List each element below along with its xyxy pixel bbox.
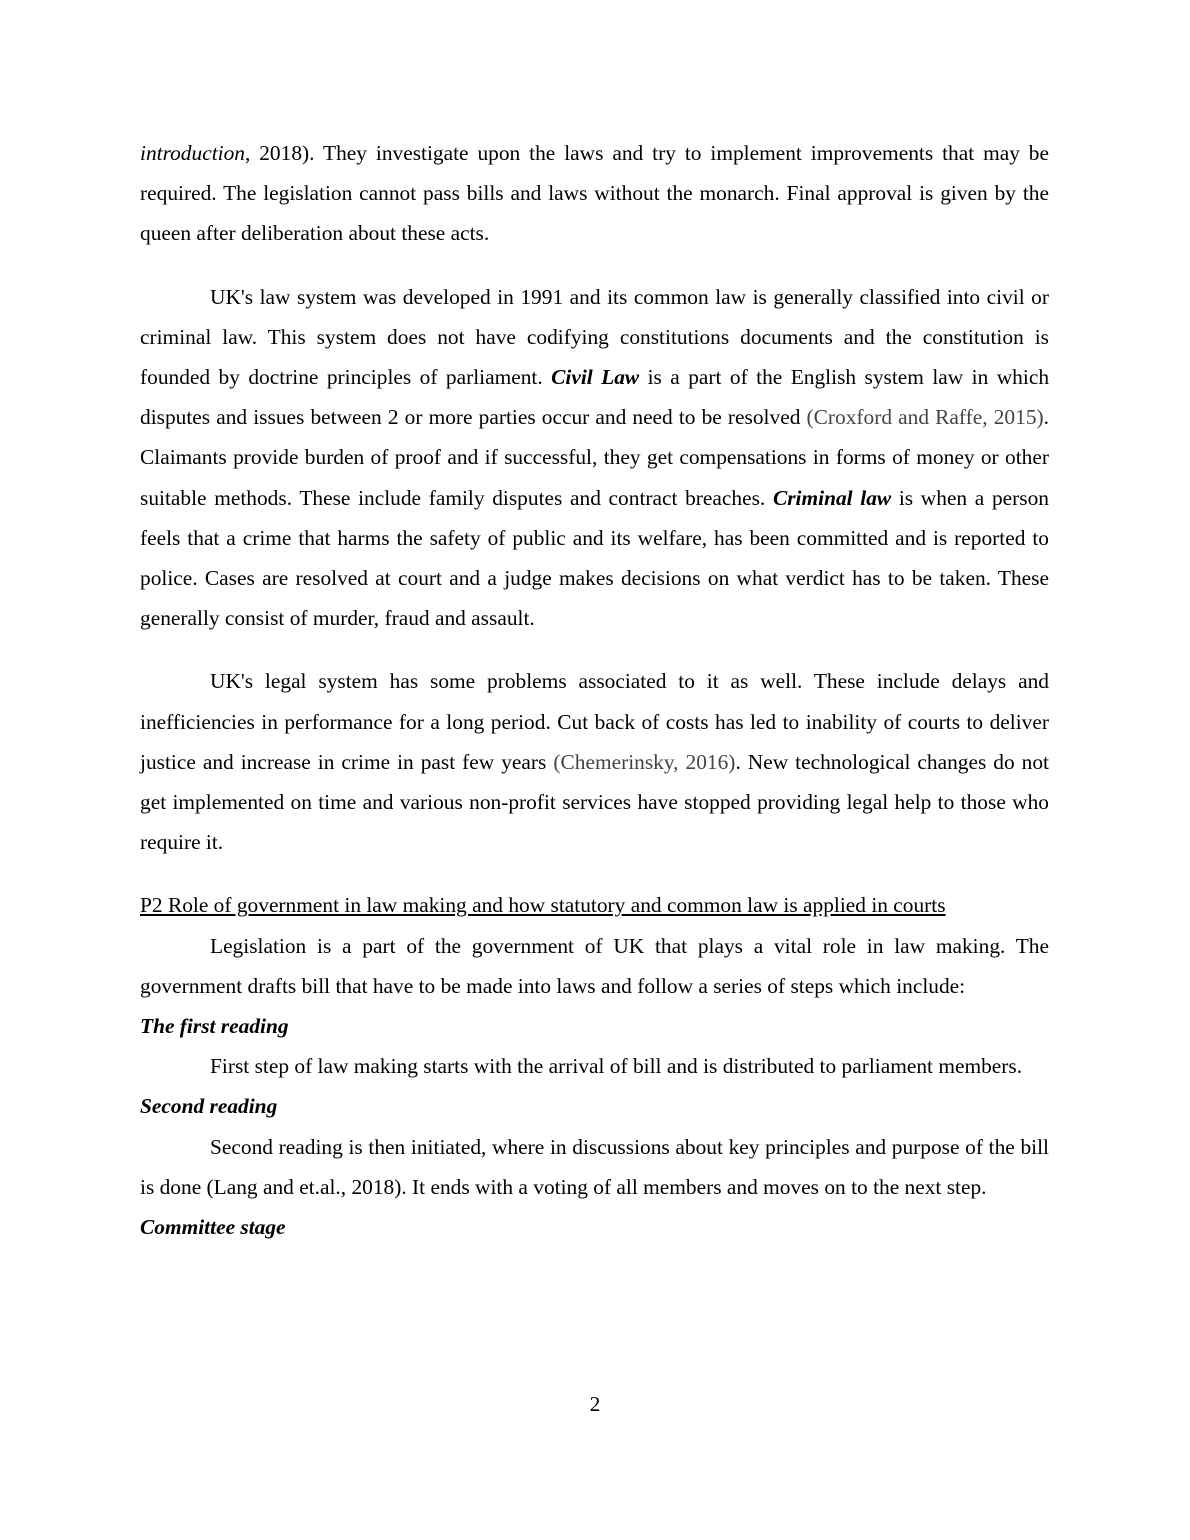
paragraph-first-reading: First step of law making starts with the arrival of bill and is distributed to parliament members. <box>210 1054 1023 1079</box>
paragraph-legislation: Legislation is a part of the government of UK that plays a vital role in law making. The government drafts bill that have to be made into laws and follow a series of steps which include: <box>140 933 1049 998</box>
paragraph-legal-problems <box>140 661 1049 862</box>
paragraph-text: . Claimants provide burden of proof and if successful, they get compensations in forms of money or other suitable methods. These include family disputes and contract breaches. <box>140 405 1049 510</box>
paragraph-law-system <box>140 277 1049 639</box>
subheading-first-reading: The first reading <box>140 1014 289 1039</box>
subheading-second-reading: Second reading <box>140 1094 278 1119</box>
paragraph-introduction-end <box>140 133 1049 254</box>
section-heading-p2: P2 Role of government in law making and how statutory and common law is applied in courts <box>140 893 946 918</box>
subheading-committee-stage: Committee stage <box>140 1215 286 1240</box>
paragraph-text: UK's law system was developed in 1991 and its common law is generally classified into civil or criminal law. This system does not have codifying constitutions documents and the constitution is founded by doctrine principles of parliament. <box>140 284 1049 390</box>
term-civil-law: Civil Law <box>551 365 640 390</box>
paragraph-text: . New technological changes do not get implemented on time and various non-profit services have stopped providing legal help to those who require it. <box>140 749 1049 855</box>
paragraph-text: is when a person feels that a crime that harms the safety of public and its welfare, has been committed and is reported to police. Cases are resolved at court and a judge makes decisions on what verdict has to be taken. These generally consist of murder, fraud and assault. <box>140 485 1049 631</box>
term-criminal-law: Criminal law <box>772 485 892 510</box>
italic-lead: introduction <box>140 141 245 165</box>
paragraph-text: UK's legal system has some problems associated to it as well. These include delays and inefficiencies in performance for a long period. Cut back of costs has led to inability of courts to deliver justice and increase in crime in past few years <box>140 669 1049 774</box>
paragraph-second-reading: Second reading is then initiated, where in discussions about key principles and purpose of the bill is done (Lang and et.al., 2018). It ends with a voting of all members and moves on to the next step. <box>140 1134 1049 1199</box>
paragraph-text: is a part of the English system law in which disputes and issues between 2 or more parties occur and need to be resolved <box>140 365 1050 430</box>
citation-chemerinsky: (Chemerinsky, 2016) <box>553 749 736 774</box>
page-number: 2 <box>589 1392 601 1416</box>
paragraph-text: , 2018). They investigate upon the laws and try to implement improvements that may be required. The legislation cannot pass bills and laws without the monarch. Final approval is given by the queen after deliberation about these acts. <box>140 141 1049 246</box>
citation-croxford: (Croxford and Raffe, 2015) <box>806 405 1044 430</box>
document-page <box>140 133 1049 1247</box>
